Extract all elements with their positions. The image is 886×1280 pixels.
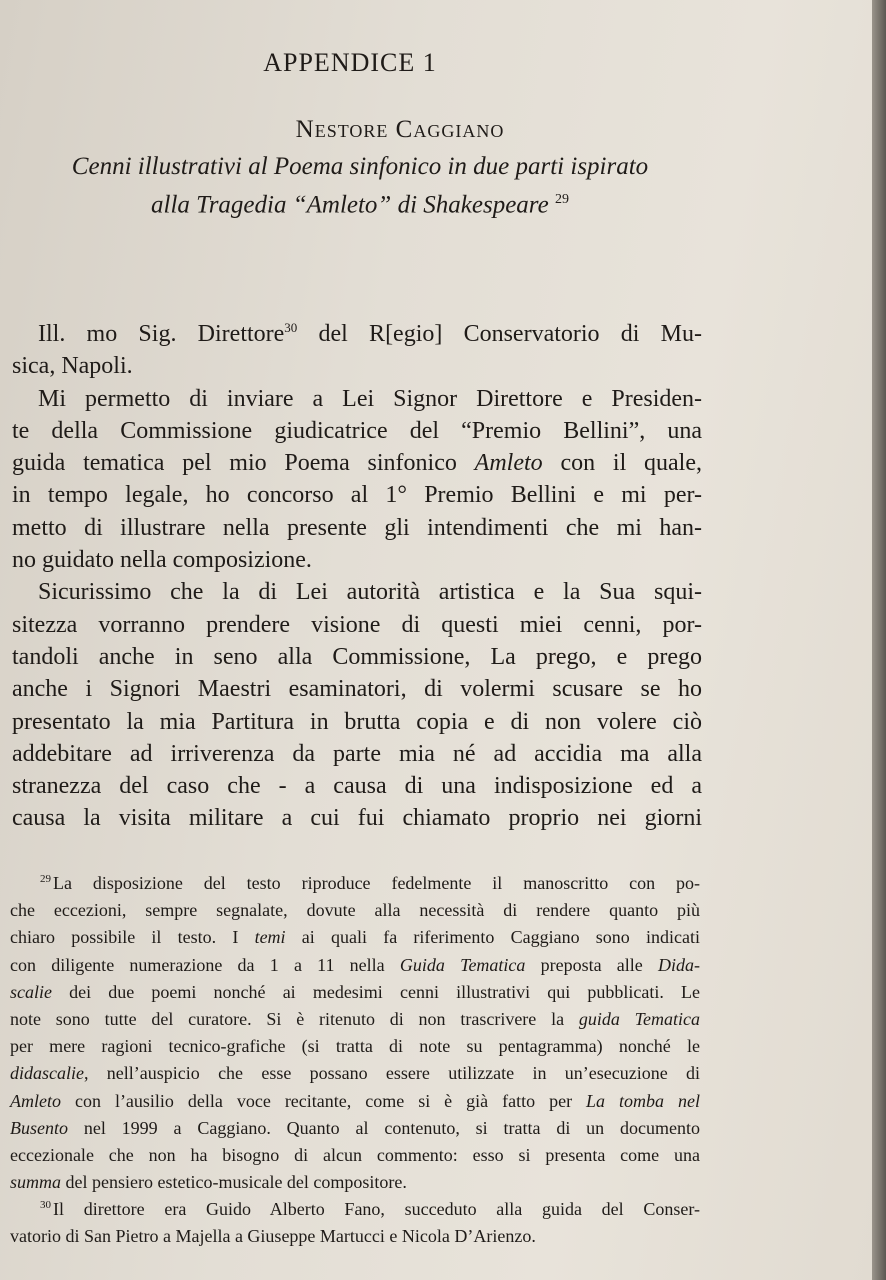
author-name: Nestore Caggiano (295, 116, 505, 143)
footnote-line (10, 870, 700, 897)
footnote-text: del pensiero estetico-musicale del compositore. (61, 1172, 407, 1193)
footnote-italic: didascalie (10, 1063, 84, 1084)
footnote-italic: Busento (10, 1117, 68, 1138)
body-line: anche i Signori Maestri esaminatori, di volermi scusare se ho (12, 676, 702, 703)
body-line: no guidato nella composizione. (12, 547, 312, 574)
body-line: Sicurissimo che la di Lei autorità artistica e la Sua squi- (38, 579, 702, 606)
footnote-text: , nell’auspicio che esse possano essere utilizzate in un’esecuzione di (84, 1063, 700, 1084)
body-line: te della Commissione giudicatrice del “Premio Bellini”, una (12, 417, 702, 444)
footnote-line: vatorio di San Pietro a Majella a Giuseppe Martucci e Nicola D’Arienzo. (10, 1226, 536, 1247)
body-text: guida tematica pel mio Poema sinfonico (12, 450, 475, 477)
body-line: stranezza del caso che - a causa di una indisposizione ed a (12, 773, 702, 800)
body-line: metto di illustrare nella presente gli intendimenti che mi han- (12, 514, 702, 541)
footnote-text: preposta alle (525, 954, 658, 975)
footnote-line (10, 979, 700, 1006)
body-line (12, 447, 702, 479)
footnote-italic: summa (10, 1172, 62, 1193)
subtitle-line-2 (20, 183, 700, 221)
footnote-line: per mere ragioni tecnico-grafiche (si tratta di note su pentagramma) nonché le (10, 1036, 700, 1057)
footnote-ref-29: 29 (554, 192, 569, 207)
salutation: Ill. mo Sig. Direttore (38, 321, 285, 347)
page-edge-shadow (872, 0, 886, 1280)
footnote-text: con diligente numerazione da 1 a 11 nella (10, 954, 400, 975)
footnote-italic: Dida- (658, 954, 700, 975)
footnote-line (10, 1169, 700, 1196)
footnote-italic: scalie (10, 981, 52, 1002)
letter-body (12, 318, 702, 835)
subtitle-line-1: Cenni illustrativi al Poema sinfonico in due parti ispirato (71, 153, 649, 180)
footnote-italic: La tomba nel (586, 1090, 700, 1111)
footnote-line: eccezionale che non ha bisogno di alcun commento: esso si presenta come una (10, 1144, 700, 1165)
footnote-italic: Guida Tematica (399, 954, 526, 975)
footnote-line (10, 952, 700, 979)
footnote-text: La disposizione del testo riproduce fedelmente il manoscritto con po- (53, 873, 700, 893)
body-line: Mi permetto di inviare a Lei Signor Direttore e Presiden- (38, 385, 702, 412)
body-line: sitezza vorranno prendere visione di questi miei cenni, por- (12, 611, 702, 638)
footnotes (10, 870, 700, 1251)
body-line: addebitare ad irriverenza da parte mia né ad accidia ma alla (12, 740, 702, 767)
footnote-line (10, 1006, 700, 1033)
footnote-italic: Amleto (10, 1090, 61, 1111)
footnote-number-29: 29 (40, 873, 51, 885)
body-line: presentato la mia Partitura in brutta copia e di non volere ciò (12, 708, 702, 735)
footnote-italic: temi (254, 927, 286, 948)
italic-title: Amleto (474, 450, 543, 477)
footnote-text: ai quali fa riferimento Caggiano sono indicati (285, 927, 700, 948)
footnote-line (10, 1196, 700, 1223)
footnote-text: note sono tutte del curatore. Si è ritenuto di non trascrivere la (10, 1008, 579, 1029)
footnote-line: che eccezioni, sempre segnalate, dovute alla necessità di rendere quanto più (10, 900, 700, 921)
body-line: tandoli anche in seno alla Commissione, La prego, e prego (12, 643, 702, 670)
footnote-text: chiaro possibile il testo. I (10, 927, 255, 948)
footnote-line (10, 924, 700, 951)
footnote-line (10, 1115, 700, 1142)
footnote-text: Il direttore era Guido Alberto Fano, succeduto alla guida del Conser- (53, 1199, 700, 1220)
footnote-ref-30: 30 (284, 320, 298, 335)
body-line: in tempo legale, ho concorso al 1° Premio Bellini e mi per- (12, 482, 702, 509)
footnote-text: dei due poemi nonché ai medesimi cenni illustrativi qui pubblicati. Le (52, 981, 700, 1002)
subtitle-line-2-text: alla Tragedia “Amleto” di Shakespeare (151, 191, 549, 219)
body-line: sica, Napoli. (12, 353, 133, 380)
footnote-text: nel 1999 a Caggiano. Quanto al contenuto, si tratta di un documento (68, 1117, 700, 1138)
footnote-line (10, 1060, 700, 1087)
footnote-number-30: 30 (40, 1199, 51, 1212)
work-subtitle (20, 150, 700, 221)
body-text: con il quale, (542, 450, 702, 477)
footnote-line (10, 1088, 700, 1115)
footnote-text: con l’ausilio della voce recitante, come si è già fatto per (61, 1090, 587, 1111)
body-line: causa la visita militare a cui fui chiamato proprio nei giorni (12, 805, 702, 832)
footnote-italic: guida Tematica (578, 1008, 701, 1029)
appendix-heading: APPENDICE 1 (263, 48, 437, 77)
body-text: del R[egio] Conservatorio di Mu- (297, 321, 702, 347)
body-line (12, 318, 702, 350)
